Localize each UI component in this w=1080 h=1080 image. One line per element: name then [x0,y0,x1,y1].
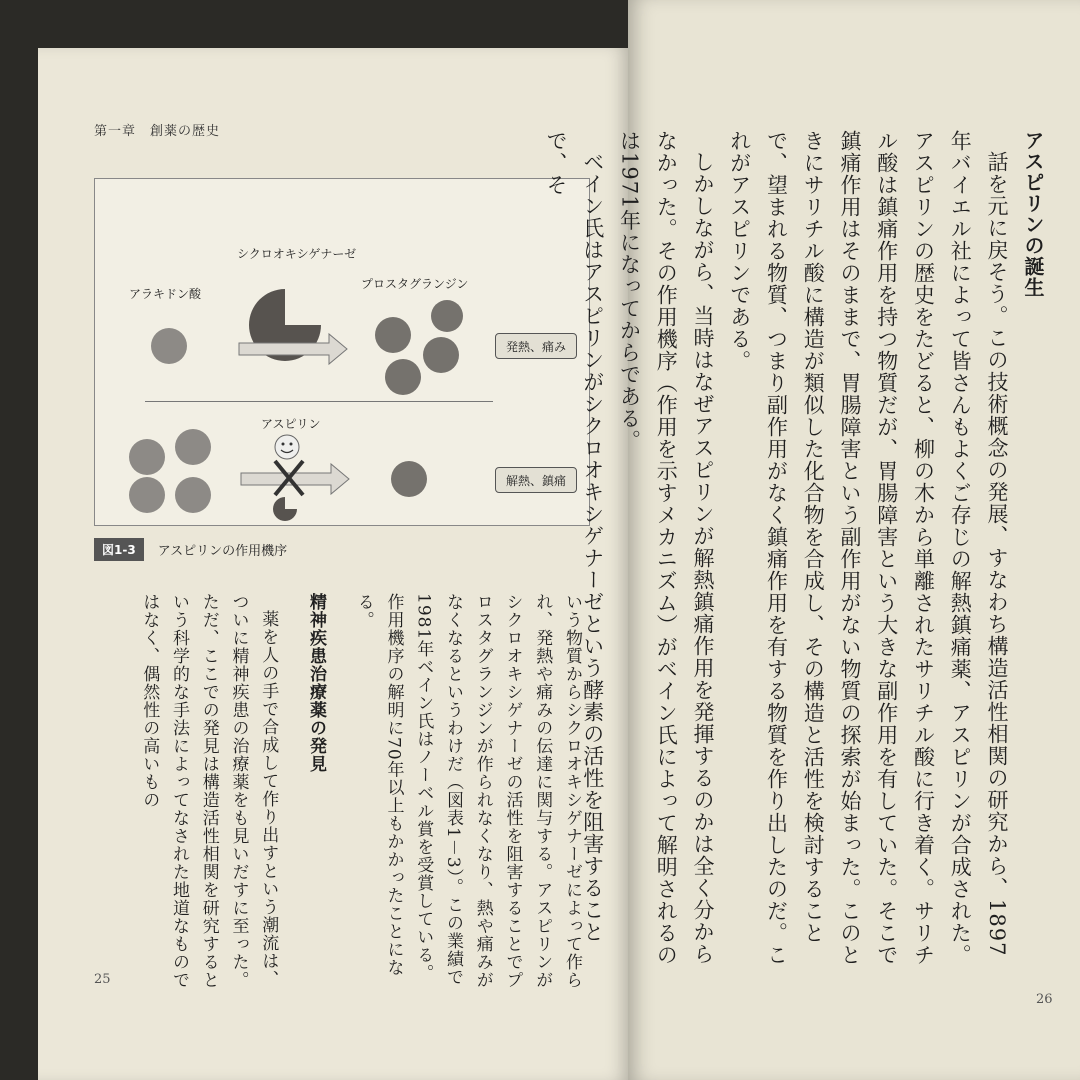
prostaglandin-molecule [391,461,427,497]
figure-1-3 [94,178,590,526]
body-paragraph: ベイン氏はアスピリンがシクロオキシゲナーゼという酵素の活性を阻害することで、そ [544,130,605,943]
right-page [544,0,1080,1080]
body-paragraph: しかしながら、当時はなぜアスピリンが解熱鎮痛作用を発揮するのかは全く分からなかった。その作用機序（作用を示すメカニズム）がベイン氏によって解明されるのは1971年になってからである。 [617,130,715,966]
arachidonic-acid-molecule [151,328,187,364]
prostaglandin-molecule [431,300,463,332]
section-heading: 精神疾患治療薬の発見 [306,593,326,773]
page-number-left: 25 [94,972,111,987]
body-paragraph: 話を元に戻そう。この技術概念の発展、すなわち構造活性相関の研究から、1897年バイエル社によって皆さんもよくご存じの解熱鎮痛薬、アスピリンが合成された。アスピリンの歴史をたどると、柳の木から単離されたサリチル酸に行き着く。サリチル酸は鎮痛作用を持つ物質だが、胃腸障害という大きな副作用を有していた。そこで鎮痛作用はそのままで、胃腸障害という副作用がない物質の探索が始まった。このときにサリチル酸に構造が類似した化合物を合成し、その構造と活性を検討することで、望まれる物質、つまり副作用がなく鎮痛作用を有する物質を作り出したのだ。これがアスピリンである。 [727,130,1009,966]
aspirin-icon [275,435,299,459]
left-body-text [116,593,586,993]
label-cox: シクロオキシゲナーゼ [237,247,357,261]
page-number-right: 26 [1036,992,1053,1007]
label-arachidonic-acid: アラキドン酸 [129,287,202,301]
section-heading: アスピリンの誕生 [1021,130,1045,298]
figure-caption [94,538,287,561]
label-aspirin: アスピリン [261,417,321,431]
prostaglandin-molecule [375,317,411,353]
figure-number: 図1-3 [94,538,144,561]
right-body-text [544,130,1050,970]
tag-fever-pain: 発熱、痛み [495,333,577,359]
tag-antipyretic-analgesic: 解熱、鎮痛 [495,467,577,493]
body-paragraph: いう物質からシクロオキシゲナーゼによって作られ、発熱や痛みの伝達に関与する。アスピリンがシクロオキシゲナーゼの活性を阻害することでプロスタグランジンが作られなくなり、熱や痛みがなくなるというわけだ（図表1－3）。この業績で1981年ベイン氏はノーベル賞を受賞している。作用機序の解明に70年以上もかかったことになる。 [353,593,582,989]
figure-title: アスピリンの作用機序 [157,544,288,559]
running-head: 第一章 創薬の歴史 [94,124,221,139]
figure-divider [145,401,493,402]
arachidonic-acid-molecule [175,477,211,513]
arachidonic-acid-molecule [129,477,165,513]
arachidonic-acid-molecule [175,429,211,465]
body-paragraph: 薬を人の手で合成して作り出すという潮流は、ついに精神疾患の治療薬をも見いだすに至った。ただ、ここでの発見は構造活性相関を研究するという科学的な手法によってなされた地道なものではなく、偶然性の高いもの [139,593,279,989]
arachidonic-acid-molecule [129,439,165,475]
inhibited-cox-shape [273,497,297,521]
label-prostaglandin: プロスタグランジン [361,277,469,291]
prostaglandin-molecule [423,337,459,373]
prostaglandin-molecule [385,359,421,395]
